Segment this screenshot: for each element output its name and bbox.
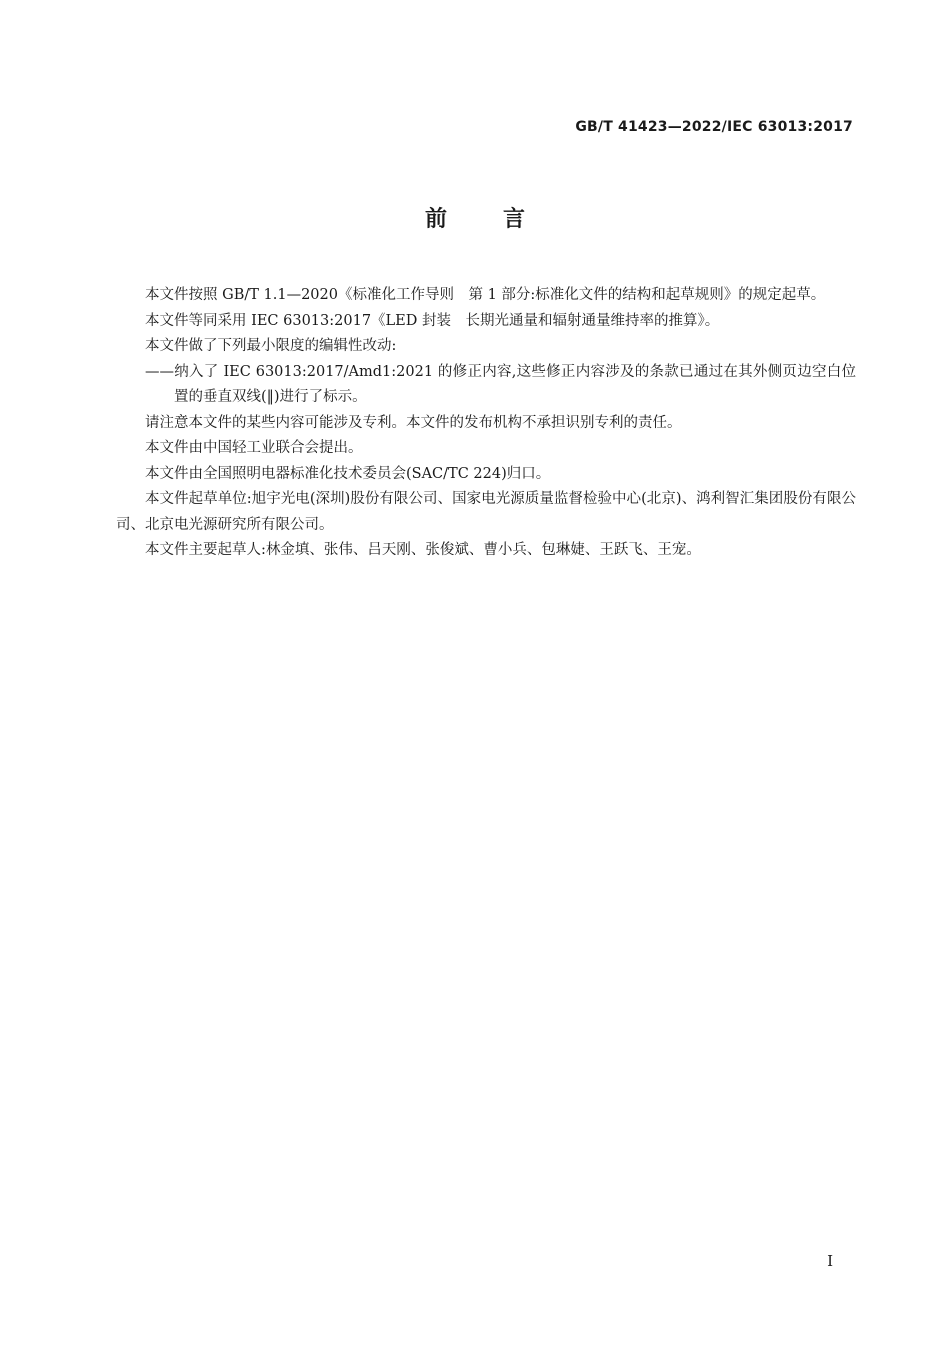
paragraph-patent-notice: 请注意本文件的某些内容可能涉及专利。本文件的发布机构不承担识别专利的责任。	[145, 414, 682, 431]
paragraph-drafting-units: 本文件起草单位:旭宇光电(深圳)股份有限公司、国家电光源质量监督检验中心(北京)、鸿利智汇集团股份有限公司、北京电光源研究所有限公司。	[116, 491, 856, 533]
paragraph-committee: 本文件由全国照明电器标准化技术委员会(SAC/TC 224)归口。	[145, 465, 551, 482]
page-title: 前言	[424, 207, 581, 232]
paragraph-proposer: 本文件由中国轻工业联合会提出。	[145, 440, 363, 456]
standard-number: GB/T 41423—2022/IEC 63013:2017	[575, 119, 853, 135]
list-item-amendment: ——纳入了 IEC 63013:2017/Amd1:2021 的修正内容,这些修正内容涉及的条款已通过在其外侧页边空白位置的垂直双线(‖)进行了标示。	[145, 363, 856, 405]
page-number: I	[827, 1252, 833, 1270]
paragraph-adoption: 本文件等同采用 IEC 63013:2017《LED 封装 长期光通量和辐射通量维持率的推算》。	[145, 312, 720, 329]
paragraph-editorial-changes: 本文件做了下列最小限度的编辑性改动:	[145, 338, 397, 354]
foreword-body	[116, 283, 856, 564]
paragraph-drafters: 本文件主要起草人:林金填、张伟、吕天刚、张俊斌、曹小兵、包琳婕、王跃飞、王宠。	[145, 542, 701, 558]
paragraph-drafting-rules: 本文件按照 GB/T 1.1—2020《标准化工作导则 第 1 部分:标准化文件的结构和起草规则》的规定起草。	[145, 287, 826, 303]
